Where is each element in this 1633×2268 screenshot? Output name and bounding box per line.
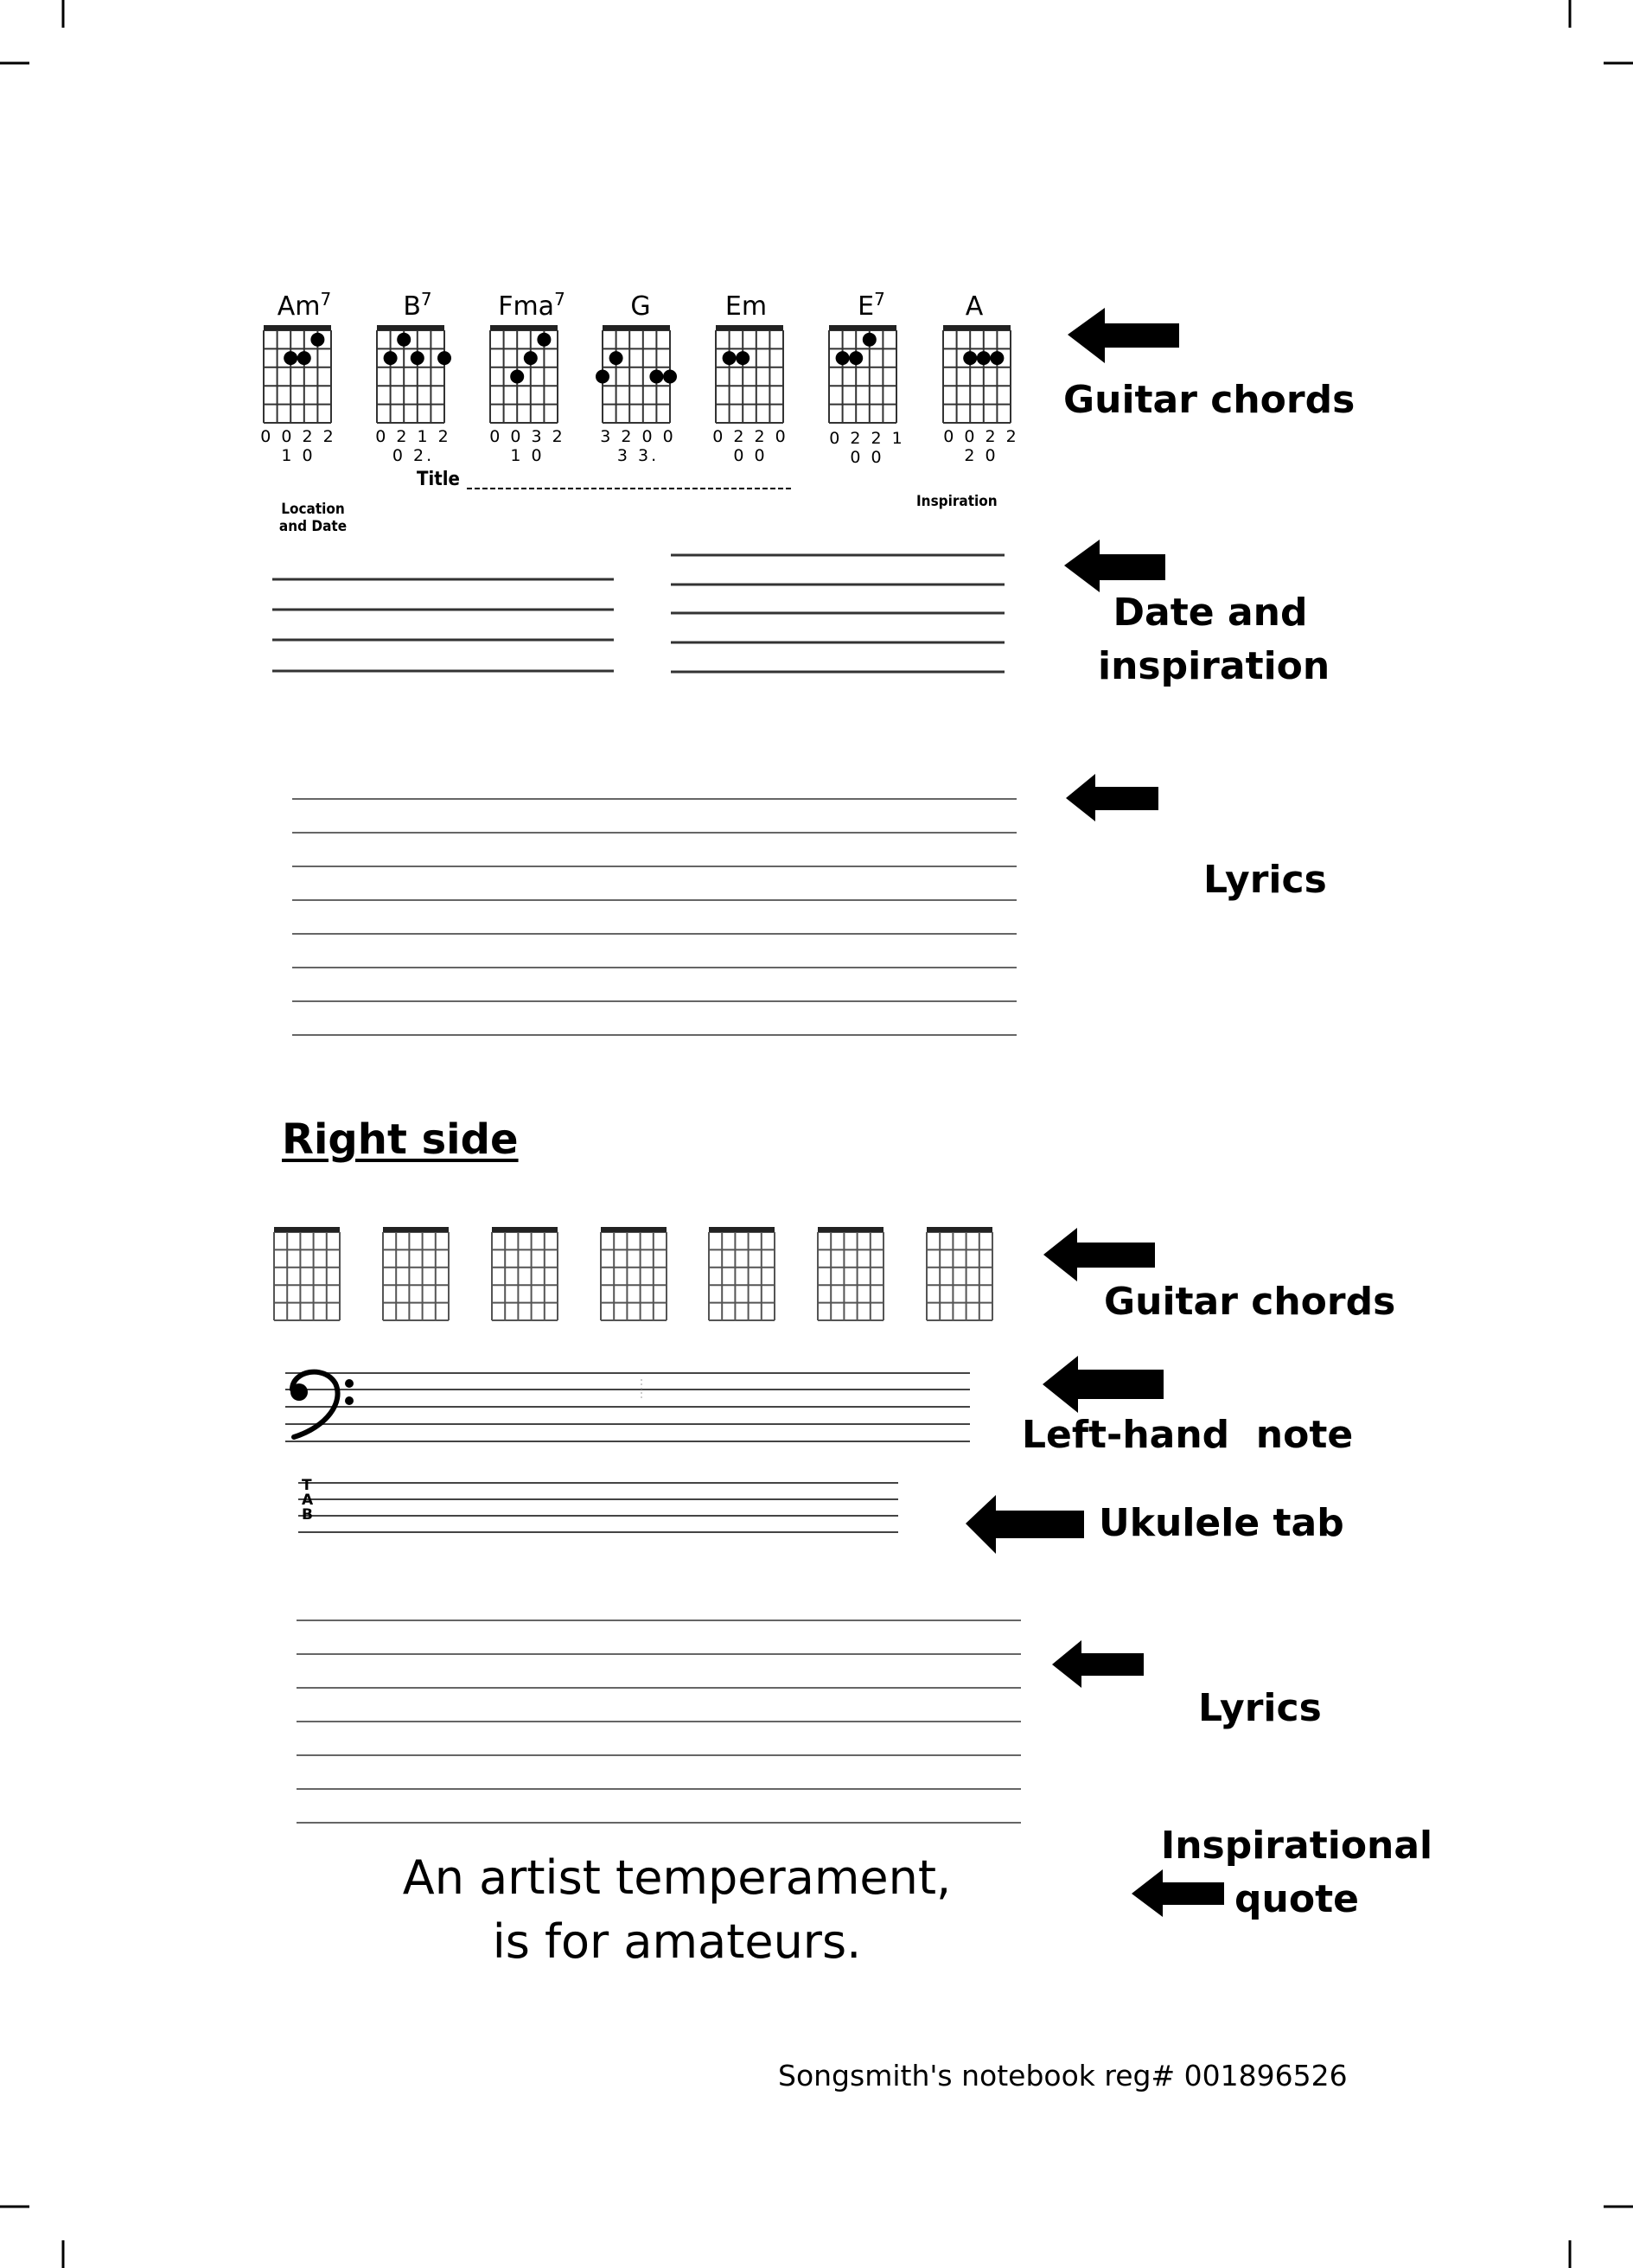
arrow-left-icon xyxy=(1064,540,1165,592)
tab-letter: A xyxy=(302,1492,314,1509)
arrow-left-icon xyxy=(1068,308,1179,363)
callout-lyrics: Lyrics xyxy=(1203,858,1327,902)
chord-fingering: 0 2 1 2 0 2. xyxy=(375,427,451,465)
chord-name: Am$^7$ xyxy=(277,289,332,322)
chord-fingering: 0 0 2 2 1 0 xyxy=(260,427,336,465)
arrow-left-icon xyxy=(1066,774,1158,821)
callout-ukulele-tab: Ukulele tab xyxy=(1099,1501,1344,1545)
title-label: Title xyxy=(417,469,460,490)
inspiration-label: Inspiration xyxy=(916,493,998,510)
chord-fingering: 0 0 3 2 1 0 xyxy=(489,427,565,465)
tab-letter: T xyxy=(302,1477,312,1494)
callout-date-inspiration: Date and inspiration xyxy=(1098,591,1330,688)
registration-footer: Songsmith's notebook reg# 001896526 xyxy=(778,2059,1348,2092)
chord-name: Em xyxy=(724,291,768,322)
section-heading: Right side xyxy=(282,1115,519,1164)
chord-fingering: 0 0 2 2 2 0 xyxy=(943,427,1019,465)
arrow-left-icon xyxy=(1052,1640,1144,1688)
callout-inspirational-quote: Inspirational quote xyxy=(1160,1824,1433,1921)
quote-line: is for amateurs. xyxy=(492,1914,862,1969)
chord-name: $E^7$ xyxy=(858,289,885,322)
quote-line: An artist temperament, xyxy=(402,1850,952,1905)
callout-lyrics: Lyrics xyxy=(1198,1686,1322,1730)
callout-guitar-chords: Guitar chords xyxy=(1104,1280,1396,1324)
chord-fingering: 0 2 2 0 0 0 xyxy=(712,427,788,465)
chord-fingering: 0 2 2 1 0 0 xyxy=(829,429,905,467)
chord-name: G xyxy=(630,291,651,322)
chord-fingering: 3 2 0 0 3 3. xyxy=(600,427,676,465)
location-date-label: Location and Date xyxy=(278,501,348,535)
chord-name: $B^7$ xyxy=(403,289,432,322)
callout-left-hand-note: Left-hand note xyxy=(1022,1413,1354,1457)
tab-letter: B xyxy=(302,1506,313,1524)
arrow-left-icon xyxy=(966,1495,1084,1554)
chord-name: A xyxy=(965,291,984,322)
arrow-left-icon xyxy=(1043,1228,1155,1281)
arrow-left-icon xyxy=(1043,1356,1164,1413)
callout-guitar-chords: Guitar chords xyxy=(1063,378,1356,422)
chord-name: Fma$^7$ xyxy=(498,289,565,322)
